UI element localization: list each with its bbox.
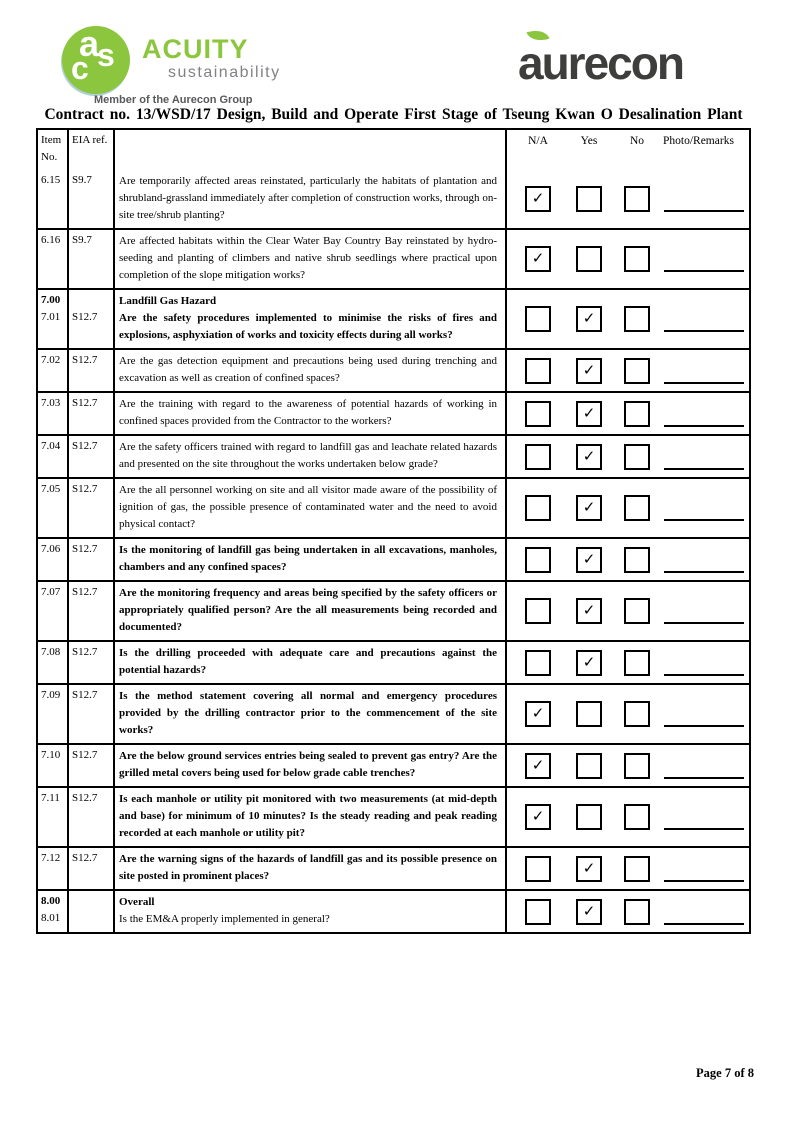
- na-checkbox[interactable]: [525, 899, 551, 925]
- item-no-primary: 7.00: [41, 294, 61, 306]
- page-number: Page 7 of 8: [696, 1066, 754, 1080]
- table-row: [38, 580, 749, 640]
- question-cell: [115, 230, 507, 288]
- remarks-line: [664, 753, 744, 779]
- question-text: Are temporarily affected areas reinstated, particularly the habitats of plantation and shrubland-grassland immediately after completion of construction works, through on-site tree/shrub planting?: [119, 175, 497, 221]
- question-text: Is the monitoring of landfill gas being undertaken in all excavations, manholes, chambers and any confined spaces?: [119, 544, 497, 573]
- item-no-primary: 7.04: [41, 440, 61, 452]
- eia-ref-text: S12.7: [72, 586, 98, 598]
- question-cell: [115, 170, 507, 228]
- table-row: [38, 683, 749, 743]
- question-text: Are the safety procedures implemented to minimise the risks of fires and explosions, asphyxiation of works and toxicity effects during all works?: [119, 312, 497, 341]
- eia-ref-text: S12.7: [72, 852, 98, 864]
- table-row: [38, 170, 749, 228]
- question-cell: [115, 393, 507, 434]
- acuity-subtitle: sustainability: [168, 64, 281, 81]
- item-no-secondary: 8.01: [41, 912, 61, 924]
- remarks-line: [664, 598, 744, 624]
- question-header: [115, 130, 507, 170]
- eia-ref-text: S12.7: [72, 749, 98, 761]
- no-checkbox[interactable]: [624, 701, 650, 727]
- question-cell: [115, 685, 507, 743]
- question-cell: [115, 479, 507, 537]
- eia-ref-cell: [69, 479, 115, 537]
- item-no-cell: [38, 582, 69, 640]
- status-cell: [507, 891, 749, 932]
- eia-ref-cell: [69, 848, 115, 889]
- remarks-line: [664, 358, 744, 384]
- no-checkbox[interactable]: [624, 306, 650, 332]
- na-checkbox[interactable]: [525, 547, 551, 573]
- eia-ref-cell: [69, 436, 115, 477]
- remarks-line: [664, 444, 744, 470]
- eia-ref-text: S12.7: [72, 397, 98, 409]
- yes-checkbox[interactable]: ✓: [576, 899, 602, 925]
- status-cell: [507, 170, 749, 228]
- status-cell: [507, 479, 749, 537]
- na-checkbox[interactable]: [525, 856, 551, 882]
- question-cell: [115, 788, 507, 846]
- item-no-cell: [38, 685, 69, 743]
- table-row: [38, 477, 749, 537]
- eia-ref-text: S12.7: [72, 646, 98, 658]
- question-cell: [115, 290, 507, 348]
- eia-ref-cell: [69, 642, 115, 683]
- no-checkbox[interactable]: [624, 186, 650, 212]
- status-cell: [507, 436, 749, 477]
- question-text: Are the gas detection equipment and precautions being used during trenching and excavation as well as creation of confined spaces?: [119, 355, 497, 384]
- remarks-line: [664, 650, 744, 676]
- status-cell: [507, 539, 749, 580]
- yes-checkbox[interactable]: [576, 246, 602, 272]
- remarks-line: [664, 804, 744, 830]
- no-column-label: No: [629, 135, 645, 147]
- eia-ref-cell: [69, 170, 115, 228]
- eia-ref-cell: [69, 891, 115, 932]
- item-no-primary: 7.05: [41, 483, 61, 495]
- item-no-primary: 7.08: [41, 646, 61, 658]
- yes-checkbox[interactable]: ✓: [576, 444, 602, 470]
- no-checkbox[interactable]: [624, 358, 650, 384]
- acuity-circle-icon: [62, 23, 130, 94]
- table-row: [38, 348, 749, 391]
- remarks-line: [664, 547, 744, 573]
- status-cell: [507, 230, 749, 288]
- question-cell: [115, 745, 507, 786]
- aurecon-wordmark: aurecon: [518, 37, 683, 89]
- question-text: Are the below ground services entries being sealed to prevent gas entry? Are the grilled metal covers being used for below grade cable trenches?: [119, 750, 497, 779]
- no-checkbox[interactable]: [624, 401, 650, 427]
- na-checkbox[interactable]: ✓: [525, 701, 551, 727]
- eia-ref-text: S9.7: [72, 234, 92, 246]
- remarks-column-label: Photo/Remarks: [663, 135, 734, 147]
- yes-checkbox[interactable]: ✓: [576, 547, 602, 573]
- item-no-cell: [38, 170, 69, 228]
- item-no-cell: [38, 539, 69, 580]
- no-checkbox[interactable]: [624, 899, 650, 925]
- status-cell: [507, 393, 749, 434]
- eia-ref-cell: [69, 582, 115, 640]
- question-text: Are the all personnel working on site and all visitor made aware of the possibility of ignition of gas, the possible presence of contaminated water and the need to avoid physical contact?: [119, 484, 497, 530]
- na-checkbox[interactable]: ✓: [525, 753, 551, 779]
- eia-ref-text: S12.7: [72, 689, 98, 701]
- yes-checkbox[interactable]: [576, 701, 602, 727]
- question-cell: [115, 582, 507, 640]
- yes-checkbox[interactable]: ✓: [576, 598, 602, 624]
- eia-ref-cell: [69, 290, 115, 348]
- aurecon-logo: [518, 30, 738, 94]
- page-title: Contract no. 13/WSD/17 Design, Build and Operate First Stage of Tseung Kwan O Desalination Plant: [44, 106, 743, 123]
- yes-checkbox[interactable]: ✓: [576, 401, 602, 427]
- acuity-wordmark: ACUITY: [142, 34, 249, 64]
- remarks-line: [664, 701, 744, 727]
- eia-ref-cell: [69, 685, 115, 743]
- na-checkbox[interactable]: [525, 401, 551, 427]
- na-column-label: N/A: [528, 135, 548, 147]
- item-no-cell: [38, 393, 69, 434]
- eia-ref-text: S9.7: [72, 174, 92, 186]
- question-cell: [115, 642, 507, 683]
- yes-checkbox[interactable]: ✓: [576, 358, 602, 384]
- yes-checkbox[interactable]: [576, 753, 602, 779]
- section-title: Landfill Gas Hazard: [119, 295, 217, 307]
- question-text: Are the warning signs of the hazards of landfill gas and its possible presence on site posted in prominent places?: [119, 853, 497, 882]
- remarks-line: [664, 306, 744, 332]
- na-checkbox[interactable]: [525, 306, 551, 332]
- item-no-cell: [38, 891, 69, 932]
- eia-ref-header: EIA ref.: [69, 130, 115, 170]
- acuity-tagline: Member of the Aurecon Group: [94, 94, 253, 106]
- table-row: [38, 743, 749, 786]
- question-cell: [115, 891, 507, 932]
- question-text: Is each manhole or utility pit monitored with two measurements (at mid-depth and base) for minimum of 10 minutes? Is the steady reading and peak reading recorded at each manhole or utility pit?: [119, 793, 497, 839]
- no-checkbox[interactable]: [624, 753, 650, 779]
- eia-ref-cell: [69, 230, 115, 288]
- na-checkbox[interactable]: ✓: [525, 246, 551, 272]
- item-no-cell: [38, 479, 69, 537]
- item-no-header: Item No.: [38, 130, 69, 170]
- status-cell: [507, 642, 749, 683]
- question-cell: [115, 436, 507, 477]
- table-row: [38, 846, 749, 889]
- eia-ref-text: S12.7: [72, 792, 98, 804]
- item-no-primary: 7.02: [41, 354, 61, 366]
- yes-checkbox[interactable]: [576, 186, 602, 212]
- na-checkbox[interactable]: ✓: [525, 186, 551, 212]
- question-text: Is the EM&A properly implemented in general?: [119, 913, 330, 925]
- eia-ref-text: S12.7: [72, 483, 98, 495]
- item-no-primary: 7.03: [41, 397, 61, 409]
- question-text: Is the drilling proceeded with adequate care and precautions against the potential hazards?: [119, 647, 497, 676]
- no-checkbox[interactable]: [624, 444, 650, 470]
- na-checkbox[interactable]: [525, 444, 551, 470]
- table-row: [38, 786, 749, 846]
- checklist-table-body: [38, 170, 749, 932]
- no-checkbox[interactable]: [624, 547, 650, 573]
- eia-ref-cell: [69, 788, 115, 846]
- item-no-cell: [38, 745, 69, 786]
- item-no-primary: 7.11: [41, 792, 60, 804]
- question-text: Are the training with regard to the awareness of potential hazards of working in confined spaces provided from the Contractor to the workers?: [119, 398, 497, 427]
- question-cell: [115, 350, 507, 391]
- item-no-primary: 6.15: [41, 174, 61, 186]
- eia-ref-text: S12.7: [72, 543, 98, 555]
- item-no-cell: [38, 230, 69, 288]
- na-checkbox[interactable]: [525, 495, 551, 521]
- eia-ref-text: S12.7: [72, 311, 98, 323]
- status-cell: [507, 745, 749, 786]
- eia-ref-text: S12.7: [72, 440, 98, 452]
- status-cell: [507, 582, 749, 640]
- remarks-line: [664, 899, 744, 925]
- acuity-circle-letter-s: s: [97, 37, 115, 73]
- yes-checkbox[interactable]: ✓: [576, 650, 602, 676]
- question-cell: [115, 848, 507, 889]
- table-row: [38, 288, 749, 348]
- remarks-line: [664, 186, 744, 212]
- question-text: Are the monitoring frequency and areas being specified by the safety officers or appropriately qualified person? Are the all measurements being recorded and documented?: [119, 587, 497, 633]
- item-no-cell: [38, 436, 69, 477]
- yes-checkbox[interactable]: ✓: [576, 495, 602, 521]
- na-checkbox[interactable]: [525, 598, 551, 624]
- no-checkbox[interactable]: [624, 598, 650, 624]
- item-no-cell: [38, 848, 69, 889]
- item-no-primary: 7.07: [41, 586, 61, 598]
- status-header: [507, 130, 749, 170]
- table-row: [38, 537, 749, 580]
- item-no-secondary: 7.01: [41, 311, 61, 323]
- remarks-line: [664, 495, 744, 521]
- remarks-line: [664, 401, 744, 427]
- status-cell: [507, 685, 749, 743]
- remarks-line: [664, 856, 744, 882]
- item-no-primary: 7.10: [41, 749, 61, 761]
- item-no-cell: [38, 642, 69, 683]
- no-checkbox[interactable]: [624, 495, 650, 521]
- no-checkbox[interactable]: [624, 856, 650, 882]
- table-row: [38, 391, 749, 434]
- status-cell: [507, 350, 749, 391]
- table-row: [38, 434, 749, 477]
- na-checkbox[interactable]: ✓: [525, 804, 551, 830]
- eia-ref-cell: [69, 350, 115, 391]
- question-text: Are the safety officers trained with regard to landfill gas and leachate related hazards and presented on the site throughout the works undertaken below grade?: [119, 441, 497, 470]
- eia-ref-text: S12.7: [72, 354, 98, 366]
- question-text: Are affected habitats within the Clear Water Bay Country Bay reinstated by hydro-seeding and planting of climbers and native shrub seedlings where practical upon completion of the slope mitigation works?: [119, 235, 497, 281]
- status-cell: [507, 788, 749, 846]
- na-checkbox[interactable]: [525, 358, 551, 384]
- question-text: Is the method statement covering all normal and emergency procedures provided by the drilling contractor prior to the commencement of the site works?: [119, 690, 497, 736]
- question-cell: [115, 539, 507, 580]
- acuity-circle-letter-c: c: [71, 50, 89, 86]
- yes-checkbox[interactable]: ✓: [576, 306, 602, 332]
- status-cell: [507, 848, 749, 889]
- eia-ref-cell: [69, 393, 115, 434]
- no-checkbox[interactable]: [624, 804, 650, 830]
- table-header-row: [38, 130, 749, 170]
- section-title: Overall: [119, 896, 155, 908]
- item-no-primary: 7.09: [41, 689, 61, 701]
- item-no-cell: [38, 788, 69, 846]
- eia-ref-cell: [69, 745, 115, 786]
- acuity-circle-letter-a: a: [79, 23, 100, 64]
- checklist-table: [36, 128, 751, 934]
- acuity-logo: [58, 22, 338, 114]
- eia-ref-cell: [69, 539, 115, 580]
- item-no-primary: 7.06: [41, 543, 61, 555]
- item-no-primary: 7.12: [41, 852, 61, 864]
- item-no-primary: 6.16: [41, 234, 61, 246]
- no-checkbox[interactable]: [624, 246, 650, 272]
- status-cell: [507, 290, 749, 348]
- item-no-cell: [38, 290, 69, 348]
- remarks-line: [664, 246, 744, 272]
- table-row: [38, 640, 749, 683]
- no-checkbox[interactable]: [624, 650, 650, 676]
- yes-checkbox[interactable]: [576, 804, 602, 830]
- yes-column-label: Yes: [580, 135, 598, 147]
- na-checkbox[interactable]: [525, 650, 551, 676]
- table-row: [38, 228, 749, 288]
- item-no-cell: [38, 350, 69, 391]
- item-no-primary: 8.00: [41, 895, 61, 907]
- table-row: [38, 889, 749, 932]
- yes-checkbox[interactable]: ✓: [576, 856, 602, 882]
